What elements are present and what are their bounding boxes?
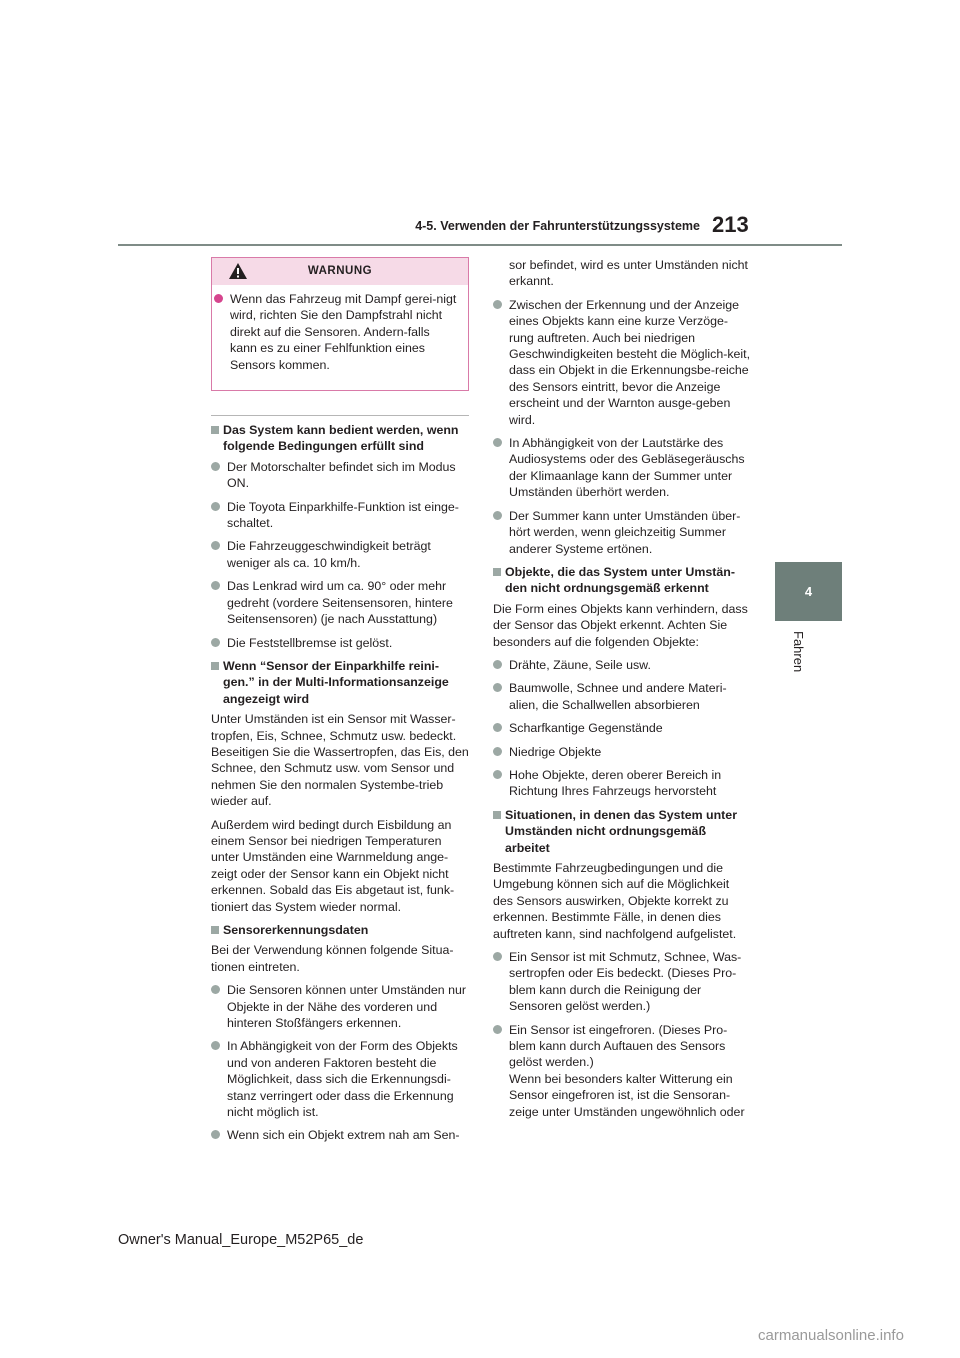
list-item [211,635,469,651]
continued-text: sor befindet, wird es unter Umständen nicht erkannt. [509,258,748,289]
heading-square-icon [493,568,501,576]
list-item-text: Die Fahrzeuggeschwindigkeit beträgt weniger als ca. 10 km/h. [227,539,431,570]
warning-box [211,257,469,391]
list-item-text: Hohe Objekte, deren oberer Bereich in Richtung Ihres Fahrzeugs hervorsteht [509,767,722,799]
bullet-icon [493,952,502,961]
heading-square-icon [211,662,219,670]
list-item [493,435,751,501]
heading-text: Situationen, in denen das System unter Umständen nicht ordnungsgemäß arbeitet [505,807,738,855]
bullet-icon [211,462,220,471]
list-item [493,720,751,736]
left-column [211,257,469,1151]
bullet-icon [211,1130,220,1139]
bullet-icon [493,723,502,732]
list-item-text: Ein Sensor ist mit Schmutz, Schnee, Was-sertropfen oder Eis bedeckt. (Dieses Pro-blem kann durch die Reinigung der Sensoren gelöst werden.) [509,950,742,1014]
list-item-text: In Abhängigkeit von der Lautstärke des Audiosystems oder des Gebläsegeräuschs der Klimaanlage kann der Summer unter Umständen überhört werden. [509,436,745,500]
paragraph: Bestimmte Fahrzeugbedingungen und die Umgebung können sich auf die Möglichkeit des Sensors auswirken, Objekte korrekt zu erkennen. Bestimmte Fälle, in denen dies auftreten kann, sind nachfolgend aufgelistet. [493,861,737,941]
heading-square-icon [211,926,219,934]
bullet-icon [493,511,502,520]
warning-header [212,258,468,285]
heading-square-icon [211,426,219,434]
bullet-icon [211,985,220,994]
section-heading [211,922,469,938]
header-divider [118,244,842,246]
list-item-text: Drähte, Zäune, Seile usw. [509,657,651,672]
bullet-icon [493,438,502,447]
list-item [493,949,751,1015]
list-item [493,767,751,800]
heading-square-icon [493,811,501,819]
list-item-text: Der Summer kann unter Umständen über-hört werden, wenn gleichzeitig Summer anderer Systeme ertönen. [509,508,741,556]
list-item [211,982,469,1031]
list-item-text: Die Toyota Einparkhilfe-Funktion ist einge-schaltet. [227,499,459,531]
bullet-icon [211,1041,220,1050]
bullet-icon [493,660,502,669]
section-divider [211,415,469,416]
list-item-text: Baumwolle, Schnee und andere Materi-alien, die Schallwellen absorbieren [509,681,727,712]
bullet-icon [214,294,223,303]
list-item-text: Wenn sich ein Objekt extrem nah am Sen- [227,1128,460,1143]
paragraph: Unter Umständen ist ein Sensor mit Wasser-tropfen, Eis, Schnee, Schmutz usw. bedeckt. Beseitigen Sie die Wassertropfen, das Eis, den Schnee, den Schmutz usw. vom Sensor und nehmen Sie den normalen Systembe-trieb wieder auf. [211,712,469,809]
list-item-text: Die Feststellbremse ist gelöst. [227,635,393,650]
list-item [493,1022,751,1120]
warning-triangle-icon [228,262,248,280]
bullet-icon [493,300,502,309]
list-item-text: Das Lenkrad wird um ca. 90° oder mehr gedreht (vordere Seitensensoren, hintere Seitensensoren) (je nach Ausstattung) [227,579,453,627]
watermark: carmanualsonline.info [758,1327,904,1344]
bullet-icon [493,770,502,779]
heading-text: Sensorerkennungsdaten [223,923,369,937]
list-item [211,578,469,627]
list-item-text: In Abhängigkeit von der Form des Objekts und von anderen Faktoren besteht die Möglichkeit, dass sich die Erkennungsdi-stanz verringert oder dass die Erkennung nicht möglich ist. [227,1039,458,1120]
warning-title: WARNUNG [307,265,373,278]
chapter-tab-number: 4 [775,562,842,621]
warning-text: Wenn das Fahrzeug mit Dampf gerei-nigt wird, richten Sie den Dampfstrahl nicht direkt auf die Sensoren. Andern-falls kann es zu einer Fehlfunktion eines Sensors kommen. [230,292,457,372]
list-item [211,499,469,532]
section-heading [211,658,469,707]
list-item [211,1127,469,1143]
section-heading [493,807,751,856]
list-item [211,459,469,492]
paragraph: Außerdem wird bedingt durch Eisbildung an einem Sensor bei niedrigen Temperaturen unter Umständen eine Warnmeldung ange-zeigt oder der Sensor kann ein Objekt nicht erkennen. Sobald das Eis abgetaut ist, funk-tioniert das System wieder normal. [211,817,455,914]
heading-text: Objekte, die das System unter Umstän-den nicht ordnungsgemäß erkennt [505,564,735,596]
list-item [493,744,751,760]
list-item [211,1038,469,1120]
section-heading [211,422,469,455]
bullet-icon [211,581,220,590]
heading-text: Wenn “Sensor der Einparkhilfe reini-gen.” in der Multi-Informationsanzeige angezeigt wird [223,658,449,706]
list-item-text: Zwischen der Erkennung und der Anzeige eines Objekts kann eine kurze Verzöge-rung auftreten. Auch bei niedrigen Geschwindigkeiten besteht die Möglich-keit, dass ein Objekt in die Erkennungsbe-reiche des Sensors eintritt, bevor die Anzeige erscheint und der Warnton ausge-geben wird. [509,297,751,427]
heading-text: Das System kann bedient werden, wenn folgende Bedingungen erfüllt sind [223,423,459,454]
list-item [493,657,751,673]
bullet-icon [211,541,220,550]
footer-manual-id: Owner's Manual_Europe_M52P65_de [118,1232,364,1248]
paragraph: Die Form eines Objekts kann verhindern, dass der Sensor das Objekt erkennt. Achten Sie besonders auf die folgenden Objekte: [493,601,748,649]
list-item [493,508,751,557]
list-item [493,680,751,713]
list-item-text: Der Motorschalter befindet sich im Modus ON. [227,459,456,491]
page-number: 213 [712,212,749,237]
bullet-icon [493,1025,502,1034]
bullet-icon [493,683,502,692]
list-item-text: Ein Sensor ist eingefroren. (Dieses Pro-blem kann durch Auftauen des Sensors gelöst werden.) Wenn bei besonders kalter Witterung ein Sensor eingefroren ist, ist die Sensoran-zeige unter Umständen ungewöhnlich oder [509,1022,745,1119]
paragraph: Bei der Verwendung können folgende Situa-tionen eintreten. [211,943,454,974]
list-item-text: Die Sensoren können unter Umständen nur Objekte in der Nähe des vorderen und hinteren Stoßfängers erkennen. [227,983,467,1031]
chapter-tab-label: Fahren [791,631,806,673]
list-item-text: Scharfkantige Gegenstände [509,721,663,736]
bullet-icon [211,638,220,647]
section-header: 4-5. Verwenden der Fahrunterstützungssysteme [415,219,700,233]
warning-item [214,291,458,373]
bullet-icon [493,747,502,756]
right-column [493,257,751,1127]
section-heading [493,564,751,597]
list-item [493,297,751,428]
list-item [211,538,469,571]
list-item-text: Niedrige Objekte [509,744,602,759]
bullet-icon [211,502,220,511]
